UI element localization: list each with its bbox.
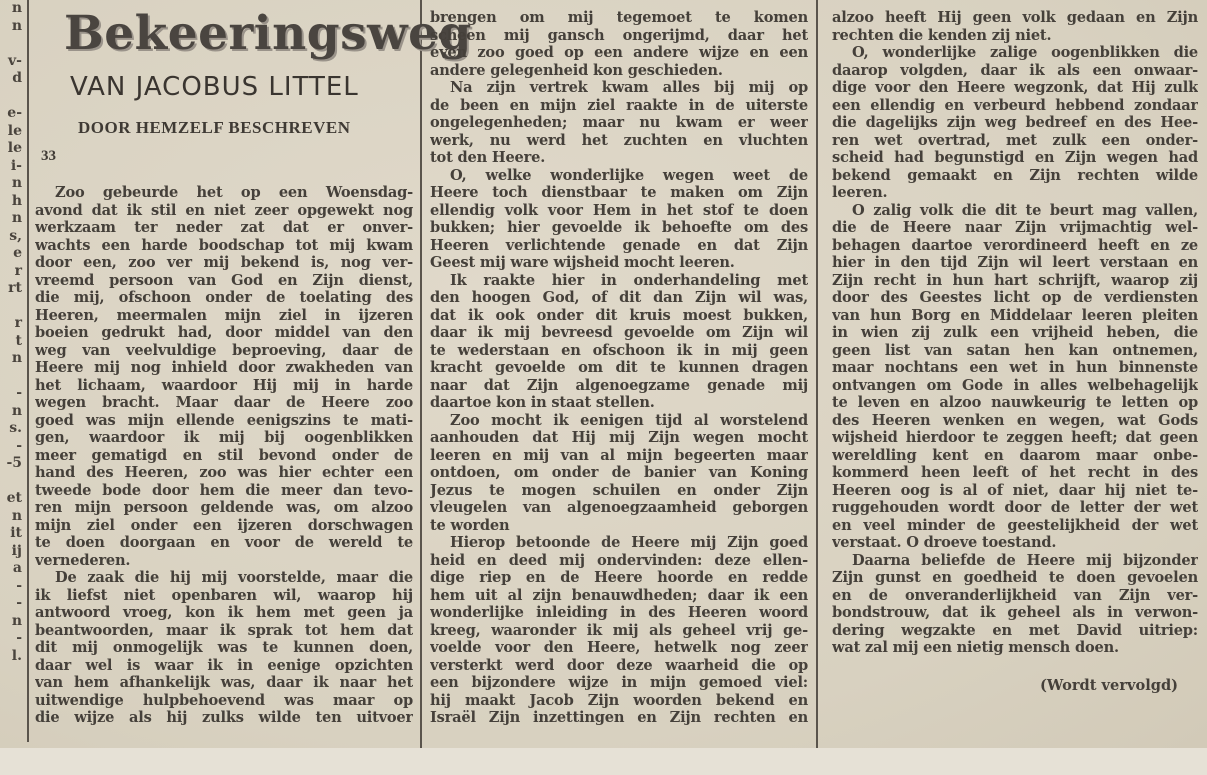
text-line: ren wet overtrad, met zulk een onder-	[832, 131, 1198, 149]
fragment-line: -	[16, 595, 22, 611]
text-line: hem uit al zijn benauwdheden; daar ik een	[430, 586, 808, 604]
text-line: O, wonderlijke zalige oogenblikken die	[852, 44, 1198, 61]
text-line: O zalig volk die dit te beurt mag vallen,	[852, 201, 1198, 219]
text-line: die de Heere naar Zijn vrijmachtig wel-	[832, 219, 1198, 236]
text-line: De zaak die hij mij voorstelde, maar die	[55, 569, 413, 586]
text-line: daar wel is waar ik in eenige opzichten	[35, 656, 413, 674]
to-be-continued-note: (Wordt vervolgd)	[1040, 677, 1179, 694]
text-line: naar dat Zijn algenoegzame genade mij	[430, 376, 808, 394]
text-line: daar ik mij bevreesd gevoelde om Zijn wil	[430, 324, 808, 341]
text-line: dering wegzakte en met David uitriep:	[832, 621, 1198, 639]
text-line: werkzaam ter neder zat dat er onver-	[35, 219, 413, 236]
fragment-line: -5	[6, 455, 22, 471]
text-line: aanhouden dat Hij mij Zijn wegen mocht	[430, 429, 808, 446]
text-line: hier in den tijd Zijn wil leert verstaan en	[832, 254, 1198, 271]
fragment-line: it	[10, 525, 22, 541]
text-line: Na zijn vertrek kwam alles bij mij op	[450, 79, 808, 96]
text-line: wereldling kent en daarom maar onbe-	[832, 446, 1198, 464]
text-line: Israël Zijn inzettingen en Zijn rechten en	[430, 709, 808, 726]
fragment-line: r	[14, 262, 22, 279]
fragment-line: v-	[8, 52, 22, 69]
fragment-line	[0, 35, 22, 53]
text-line: brengen om mij tegemoet te komen	[430, 9, 808, 26]
text-line: ik liefst niet openbaren wil, waarop hij	[35, 586, 413, 604]
text-line: beantwoorden, maar ik sprak tot hem dat	[35, 621, 413, 639]
text-line: daarop volgden, daar ik als een onwaar-	[832, 61, 1198, 79]
text-line: andere gelegenheid kon geschieden.	[430, 61, 723, 79]
adjacent-column-fragment	[0, 0, 22, 665]
text-line: Heeren, meermalen mijn ziel in ijzeren	[35, 306, 413, 324]
text-line: die dagelijks zijn weg bedreef en des Hee-	[832, 114, 1198, 131]
text-line: de been en mijn ziel raakte in de uiterste	[430, 96, 808, 114]
text-line: en de onveranderlijkheid van Zijn ver-	[832, 586, 1198, 604]
fragment-line	[0, 88, 22, 106]
text-line: bukken; hier gevoelde ik behoefte om des	[430, 219, 808, 236]
fragment-line: e	[13, 245, 22, 261]
fragment-line: t	[15, 332, 22, 349]
text-line: wegen bracht. Maar daar de Heere zoo	[35, 394, 413, 411]
text-line: te wederstaan en ofschoon ik in mij geen	[430, 341, 808, 359]
text-line: kommerd heen leeft of het recht in des	[832, 464, 1198, 481]
text-line: Zoo gebeurde het op een Woensdag-	[55, 184, 413, 201]
fragment-line: r	[14, 315, 22, 331]
text-line: verstaat. O droeve toestand.	[832, 534, 1057, 551]
column-rule	[420, 0, 422, 748]
text-line: leeren.	[832, 184, 888, 201]
text-line: het lichaam, waardoor Hij mij in harde	[35, 376, 413, 394]
text-line: Geest mij ware wijsheid mocht leeren.	[430, 254, 735, 271]
text-line: daartoe kon in staat stellen.	[430, 394, 655, 411]
text-line: versterkt werd door deze waarheid die op	[430, 656, 808, 674]
text-line: dat ik ook onder dit kruis moest bukken,	[430, 306, 808, 324]
page-margin	[0, 748, 1207, 775]
text-line: Jezus te mogen schuilen en onder Zijn	[430, 481, 808, 499]
article-column-2	[430, 9, 808, 727]
text-line: alzoo heeft Hij geen volk gedaan en Zijn	[832, 9, 1198, 26]
fragment-line: le	[7, 122, 22, 139]
text-line: dige voor den Heere wegzonk, dat Hij zulk	[832, 79, 1198, 96]
text-line: goed was mijn ellende eenigszins te mati-	[35, 411, 413, 429]
fragment-line: le	[7, 140, 22, 156]
article-byline: DOOR HEMZELF BESCHREVEN	[78, 118, 351, 137]
fragment-line: rt	[8, 280, 22, 296]
text-line: te doen doorgaan en voor de wereld te	[35, 534, 413, 551]
text-line: Heere toch dienstbaar te maken om Zijn	[430, 184, 808, 201]
fragment-line: -	[16, 385, 22, 401]
text-line: wachts een harde boodschap tot mij kwam	[35, 236, 413, 254]
text-line: door een, zoo ver mij bekend is, nog ver-	[35, 254, 413, 271]
text-line: Zijn gunst en goedheid te doen gevoelen	[832, 569, 1198, 586]
fragment-line: -	[16, 577, 22, 594]
text-line: weg van veelvuldige beproeving, daar de	[35, 341, 413, 359]
text-line: ruggehouden wordt door de letter der wet	[832, 499, 1198, 516]
text-line: een ellendig en verbeurd hebbend zondaar	[832, 96, 1198, 114]
fragment-line: e-	[7, 105, 22, 121]
fragment-line: s.	[9, 420, 22, 436]
text-line: mijn ziel onder een ijzeren dorschwagen	[35, 516, 413, 534]
text-line: Zoo mocht ik eenigen tijd al worstelend	[450, 411, 808, 429]
text-line: dige riep en de Heere hoorde en redde	[430, 569, 808, 586]
fragment-line: n	[11, 17, 22, 34]
text-line: bondstrouw, dat ik geheel als in verwon-	[832, 604, 1198, 621]
text-line: die wijze als hij zulks wilde ten uitvoer	[35, 709, 413, 726]
text-line: ontvangen om Gode in alles welbehagelijk	[832, 376, 1198, 394]
text-line: uitwendige hulpbehoevend was maar op	[35, 691, 413, 709]
article-column-3	[832, 9, 1198, 657]
text-line: scheid had begunstigd en Zijn wegen had	[832, 149, 1198, 166]
fragment-line: i-	[10, 157, 22, 174]
instalment-number: 33	[41, 148, 56, 164]
text-line: die mij, ofschoon onder de toelating des	[35, 289, 413, 306]
text-line: vernederen.	[35, 551, 131, 569]
fragment-line	[0, 298, 22, 316]
text-line: wat zal mij een nietig mensch doen.	[832, 639, 1119, 656]
text-line: heid en deed mij ondervinden: deze ellen-	[430, 551, 808, 569]
text-line: des Heeren wenken en wegen, wat Gods	[832, 411, 1198, 429]
text-line: Ik raakte hier in onderhandeling met	[450, 271, 808, 289]
fragment-line: -	[16, 630, 22, 646]
column-rule	[27, 0, 29, 742]
text-line: Heeren verlichtende genade en dat Zijn	[430, 236, 808, 254]
text-line: kracht gevoelde om dit te kunnen dragen	[430, 359, 808, 376]
text-line: van hem afhankelijk was, daar ik naar het	[35, 674, 413, 691]
text-line: voelde voor den Heere, hetwelk nog zeer	[430, 639, 808, 656]
fragment-line: n	[11, 402, 22, 419]
column-rule	[816, 0, 818, 748]
text-line: door des Geestes licht op de verdiensten	[832, 289, 1198, 306]
article-column-1	[35, 184, 413, 727]
fragment-line: h	[11, 192, 22, 209]
fragment-line: a	[12, 560, 22, 576]
text-line: bekend gemaakt en Zijn rechten wilde	[832, 166, 1198, 184]
text-line: gen, waardoor ik mij bij oogenblikken	[35, 429, 413, 446]
fragment-line: n	[11, 0, 22, 16]
article-title: Bekeeringsweg	[64, 6, 472, 61]
article-subtitle: VAN JACOBUS LITTEL	[70, 72, 359, 102]
text-line: ongelegenheden; maar nu kwam er weer	[430, 114, 808, 131]
text-line: even zoo goed op een andere wijze en een	[430, 44, 808, 61]
text-line: meer gematigd en stil bevond onder de	[35, 446, 413, 464]
text-line: hij maakt Jacob Zijn woorden bekend en	[430, 691, 808, 709]
fragment-line	[0, 368, 22, 386]
fragment-line	[0, 473, 22, 491]
text-line: Heeren oog is al of niet, daar hij niet te-	[832, 481, 1198, 499]
text-line: behagen daartoe verordineerd heeft en ze	[832, 236, 1198, 254]
text-line: en veel minder de geestelijkheid der wet	[832, 516, 1198, 534]
text-line: Daarna beliefde de Heere mij bijzonder	[852, 551, 1198, 569]
text-line: O, welke wonderlijke wegen weet de	[450, 166, 808, 184]
text-line: Zijn recht in hun hart schrijft, waarop zij	[832, 271, 1198, 289]
text-line: den hoogen God, of dit dan Zijn wil was,	[430, 289, 808, 306]
text-line: geen list van satan hen kan ontnemen,	[832, 341, 1198, 359]
fragment-line: -	[16, 437, 22, 454]
fragment-line: s,	[9, 227, 22, 244]
fragment-line: n	[11, 612, 22, 629]
text-line: in wien zij zulk een vrijheid heben, die	[832, 324, 1198, 341]
text-line: leeren en mij van al mijn begeerten maar	[430, 446, 808, 464]
text-line: wijsheid hierdoor te zeggen heeft; dat geen	[832, 429, 1198, 446]
fragment-line: n	[11, 507, 22, 524]
text-line: vreemd persoon van God en Zijn dienst,	[35, 271, 413, 289]
text-line: tot den Heere.	[430, 149, 546, 166]
text-line: kreeg, waaronder ik mij als geheel vrij ge-	[430, 621, 808, 639]
text-line: te worden	[430, 516, 510, 534]
fragment-line: l.	[11, 647, 22, 664]
text-line: hand des Heeren, zoo was hier echter een	[35, 464, 413, 481]
text-line: Hierop betoonde de Heere mij Zijn goed	[450, 534, 808, 551]
fragment-line: n	[11, 350, 22, 366]
text-line: dit mij onmogelijk was te kunnen doen,	[35, 639, 413, 656]
text-line: tweede bode door hem die meer dan tevo-	[35, 481, 413, 499]
text-line: scheen mij gansch ongerijmd, daar het	[430, 26, 808, 44]
fragment-line: n	[11, 210, 22, 226]
text-line: te leven en alzoo nauwkeurig te letten op	[832, 394, 1198, 411]
text-line: van hun Borg en Middelaar leeren pleiten	[832, 306, 1198, 324]
text-line: boeien gedrukt had, door middel van den	[35, 324, 413, 341]
text-line: vleugelen van algenoegzaamheid geborgen	[430, 499, 808, 516]
fragment-line: et	[6, 490, 22, 506]
text-line: werk, nu werd het zuchten en vluchten	[430, 131, 808, 149]
text-line: Heere mij nog inhield door zwakheden van	[35, 359, 413, 376]
text-line: ren mijn persoon geldende was, om alzoo	[35, 499, 413, 516]
text-line: een bijzondere wijze in mijn gemoed viel:	[430, 674, 808, 691]
text-line: ellendig volk voor Hem in het stof te doen	[430, 201, 808, 219]
text-line: wonderlijke inleiding in des Heeren woord	[430, 604, 808, 621]
fragment-line: n	[11, 175, 22, 191]
text-line: avond dat ik stil en niet zeer opgewekt nog	[35, 201, 413, 219]
fragment-line: ij	[11, 542, 22, 559]
text-line: rechten die kenden zij niet.	[832, 26, 1052, 44]
fragment-line: d	[12, 70, 22, 86]
text-line: maar nochtans een wet in hun binnenste	[832, 359, 1198, 376]
text-line: antwoord vroeg, kon ik hem met geen ja	[35, 604, 413, 621]
text-line: ontdoen, om onder de banier van Koning	[430, 464, 808, 481]
